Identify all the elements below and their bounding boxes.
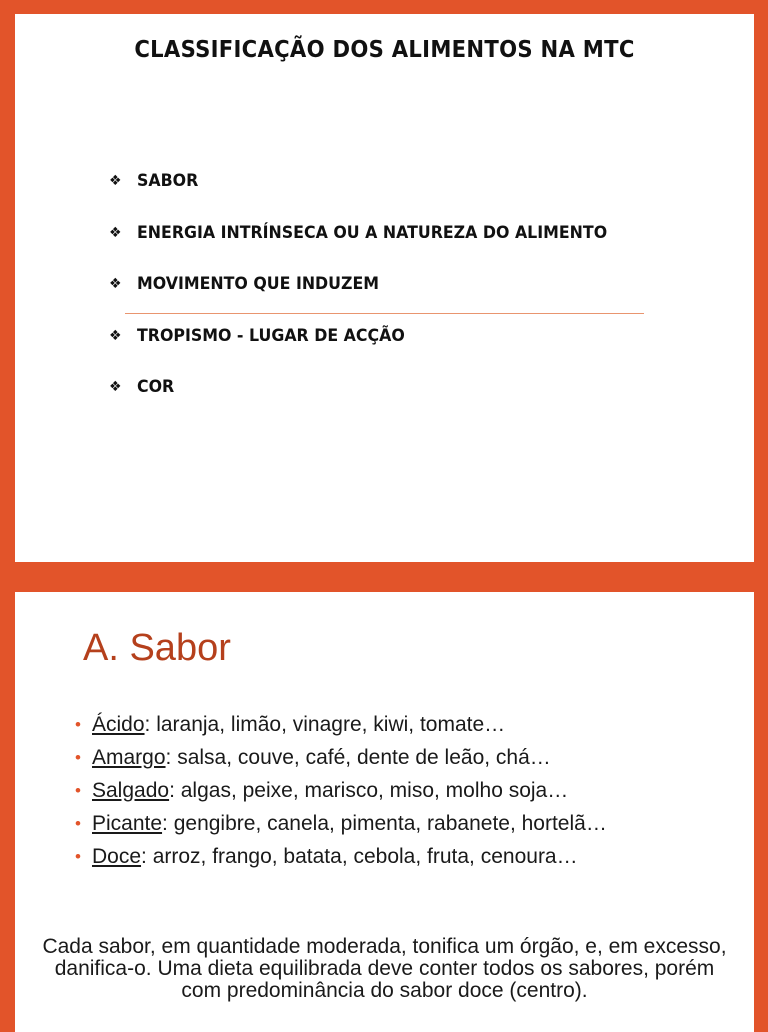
list-item: ❖ COR <box>109 377 175 397</box>
flavor-term: Picante <box>92 811 163 835</box>
slide-1-title: CLASSIFICAÇÃO DOS ALIMENTOS NA MTC <box>134 37 635 63</box>
flavor-term: Ácido <box>92 712 145 736</box>
diamond-bullet-icon: ❖ <box>109 276 122 292</box>
diamond-bullet-icon: ❖ <box>109 173 122 189</box>
list-item: ❖ SABOR <box>109 171 199 191</box>
flavor-term: Doce <box>92 844 142 868</box>
flavor-term: Salgado <box>92 778 170 802</box>
bullet-dot-icon: • <box>75 813 81 833</box>
bullet-dot-icon: • <box>75 846 81 866</box>
divider-line <box>125 313 644 314</box>
diamond-bullet-icon: ❖ <box>109 224 122 241</box>
flavor-examples: : arroz, frango, batata, cebola, fruta, cenoura… <box>141 844 578 868</box>
bullet-dot-icon: • <box>75 780 81 800</box>
summary-paragraph: Cada sabor, em quantidade moderada, tonifica um órgão, e, em excesso, danifica-o. Uma dieta equilibrada deve conter todos os sabores, porém com predominância do sabor doce (centro). <box>42 935 727 1002</box>
list-item <box>75 708 607 741</box>
flavor-examples: : salsa, couve, café, dente de leão, chá… <box>165 745 551 769</box>
classification-list <box>109 170 643 428</box>
flavor-list <box>75 708 607 873</box>
slide-2-title: A. Sabor <box>83 627 231 669</box>
flavor-examples: : algas, peixe, marisco, miso, molho soja… <box>169 778 569 802</box>
bullet-dot-icon: • <box>75 714 81 734</box>
list-item: ❖ ENERGIA INTRÍNSECA OU A NATUREZA DO ALIMENTO <box>109 222 608 243</box>
slide-1 <box>15 14 754 562</box>
diamond-bullet-icon: ❖ <box>109 327 122 344</box>
list-item <box>75 741 607 774</box>
list-item <box>75 840 607 873</box>
bullet-dot-icon: • <box>75 747 81 767</box>
list-item: ❖ MOVIMENTO QUE INDUZEM <box>109 274 380 294</box>
list-item: ❖ TROPISMO - LUGAR DE ACÇÃO <box>109 325 405 346</box>
slide-2 <box>15 592 754 1032</box>
diamond-bullet-icon: ❖ <box>109 379 122 395</box>
flavor-examples: : laranja, limão, vinagre, kiwi, tomate… <box>144 712 506 736</box>
list-item <box>75 774 607 807</box>
list-item <box>75 807 607 840</box>
flavor-examples: : gengibre, canela, pimenta, rabanete, hortelã… <box>162 811 607 835</box>
flavor-term: Amargo <box>92 745 166 769</box>
